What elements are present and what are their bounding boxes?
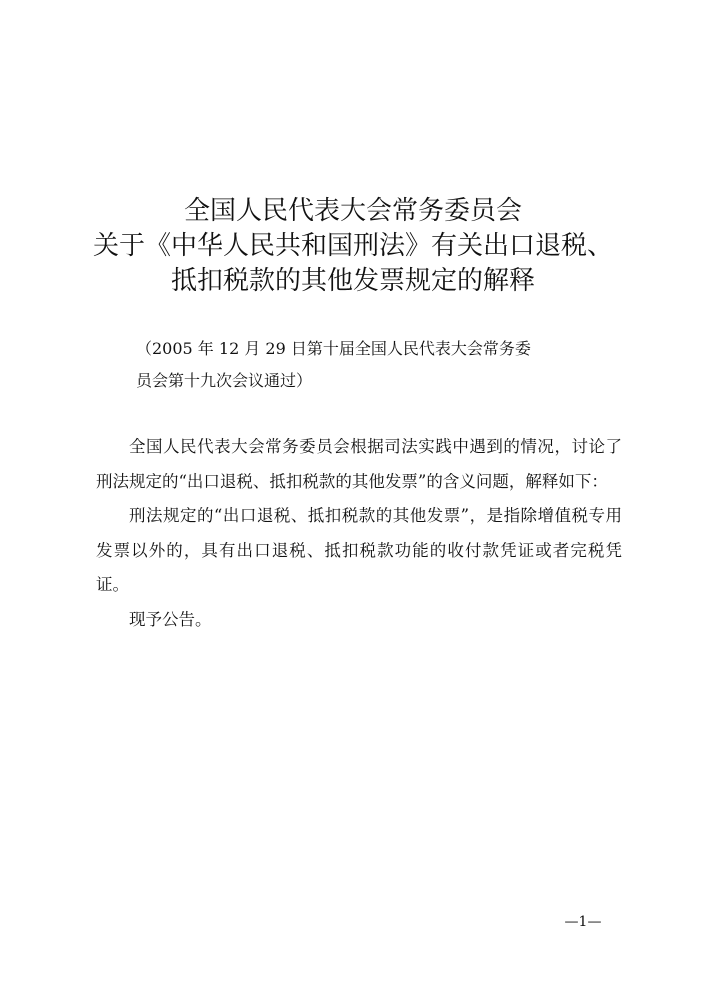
title-line-1: 全国人民代表大会常务委员会	[183, 196, 522, 226]
adoption-line-2: 员会第十九次会议通过）	[136, 371, 313, 390]
adoption-line-1: （2005 年 12 月 29 日第十届全国人民代表大会常务委	[136, 339, 531, 358]
document-title	[60, 194, 646, 299]
body-paragraph-2: 刑法规定的“出口退税、抵扣税款的其他发票”，是指除增值税专用发票以外的，具有出口退税、抵扣税款功能的收付款凭证或者完税凭证。	[96, 506, 622, 594]
title-line-2: 关于《中华人民共和国刑法》有关出口退税、	[92, 231, 613, 261]
adoption-note	[136, 333, 616, 397]
page-number: —1—	[564, 914, 602, 930]
body-paragraph-3: 现予公告。	[129, 609, 212, 629]
body-paragraph-1: 全国人民代表大会常务委员会根据司法实践中遇到的情况，讨论了刑法规定的“出口退税、抵扣税款的其他发票”的含义问题，解释如下：	[96, 437, 622, 491]
document-body	[96, 430, 622, 637]
title-line-3: 抵扣税款的其他发票规定的解释	[170, 266, 535, 296]
